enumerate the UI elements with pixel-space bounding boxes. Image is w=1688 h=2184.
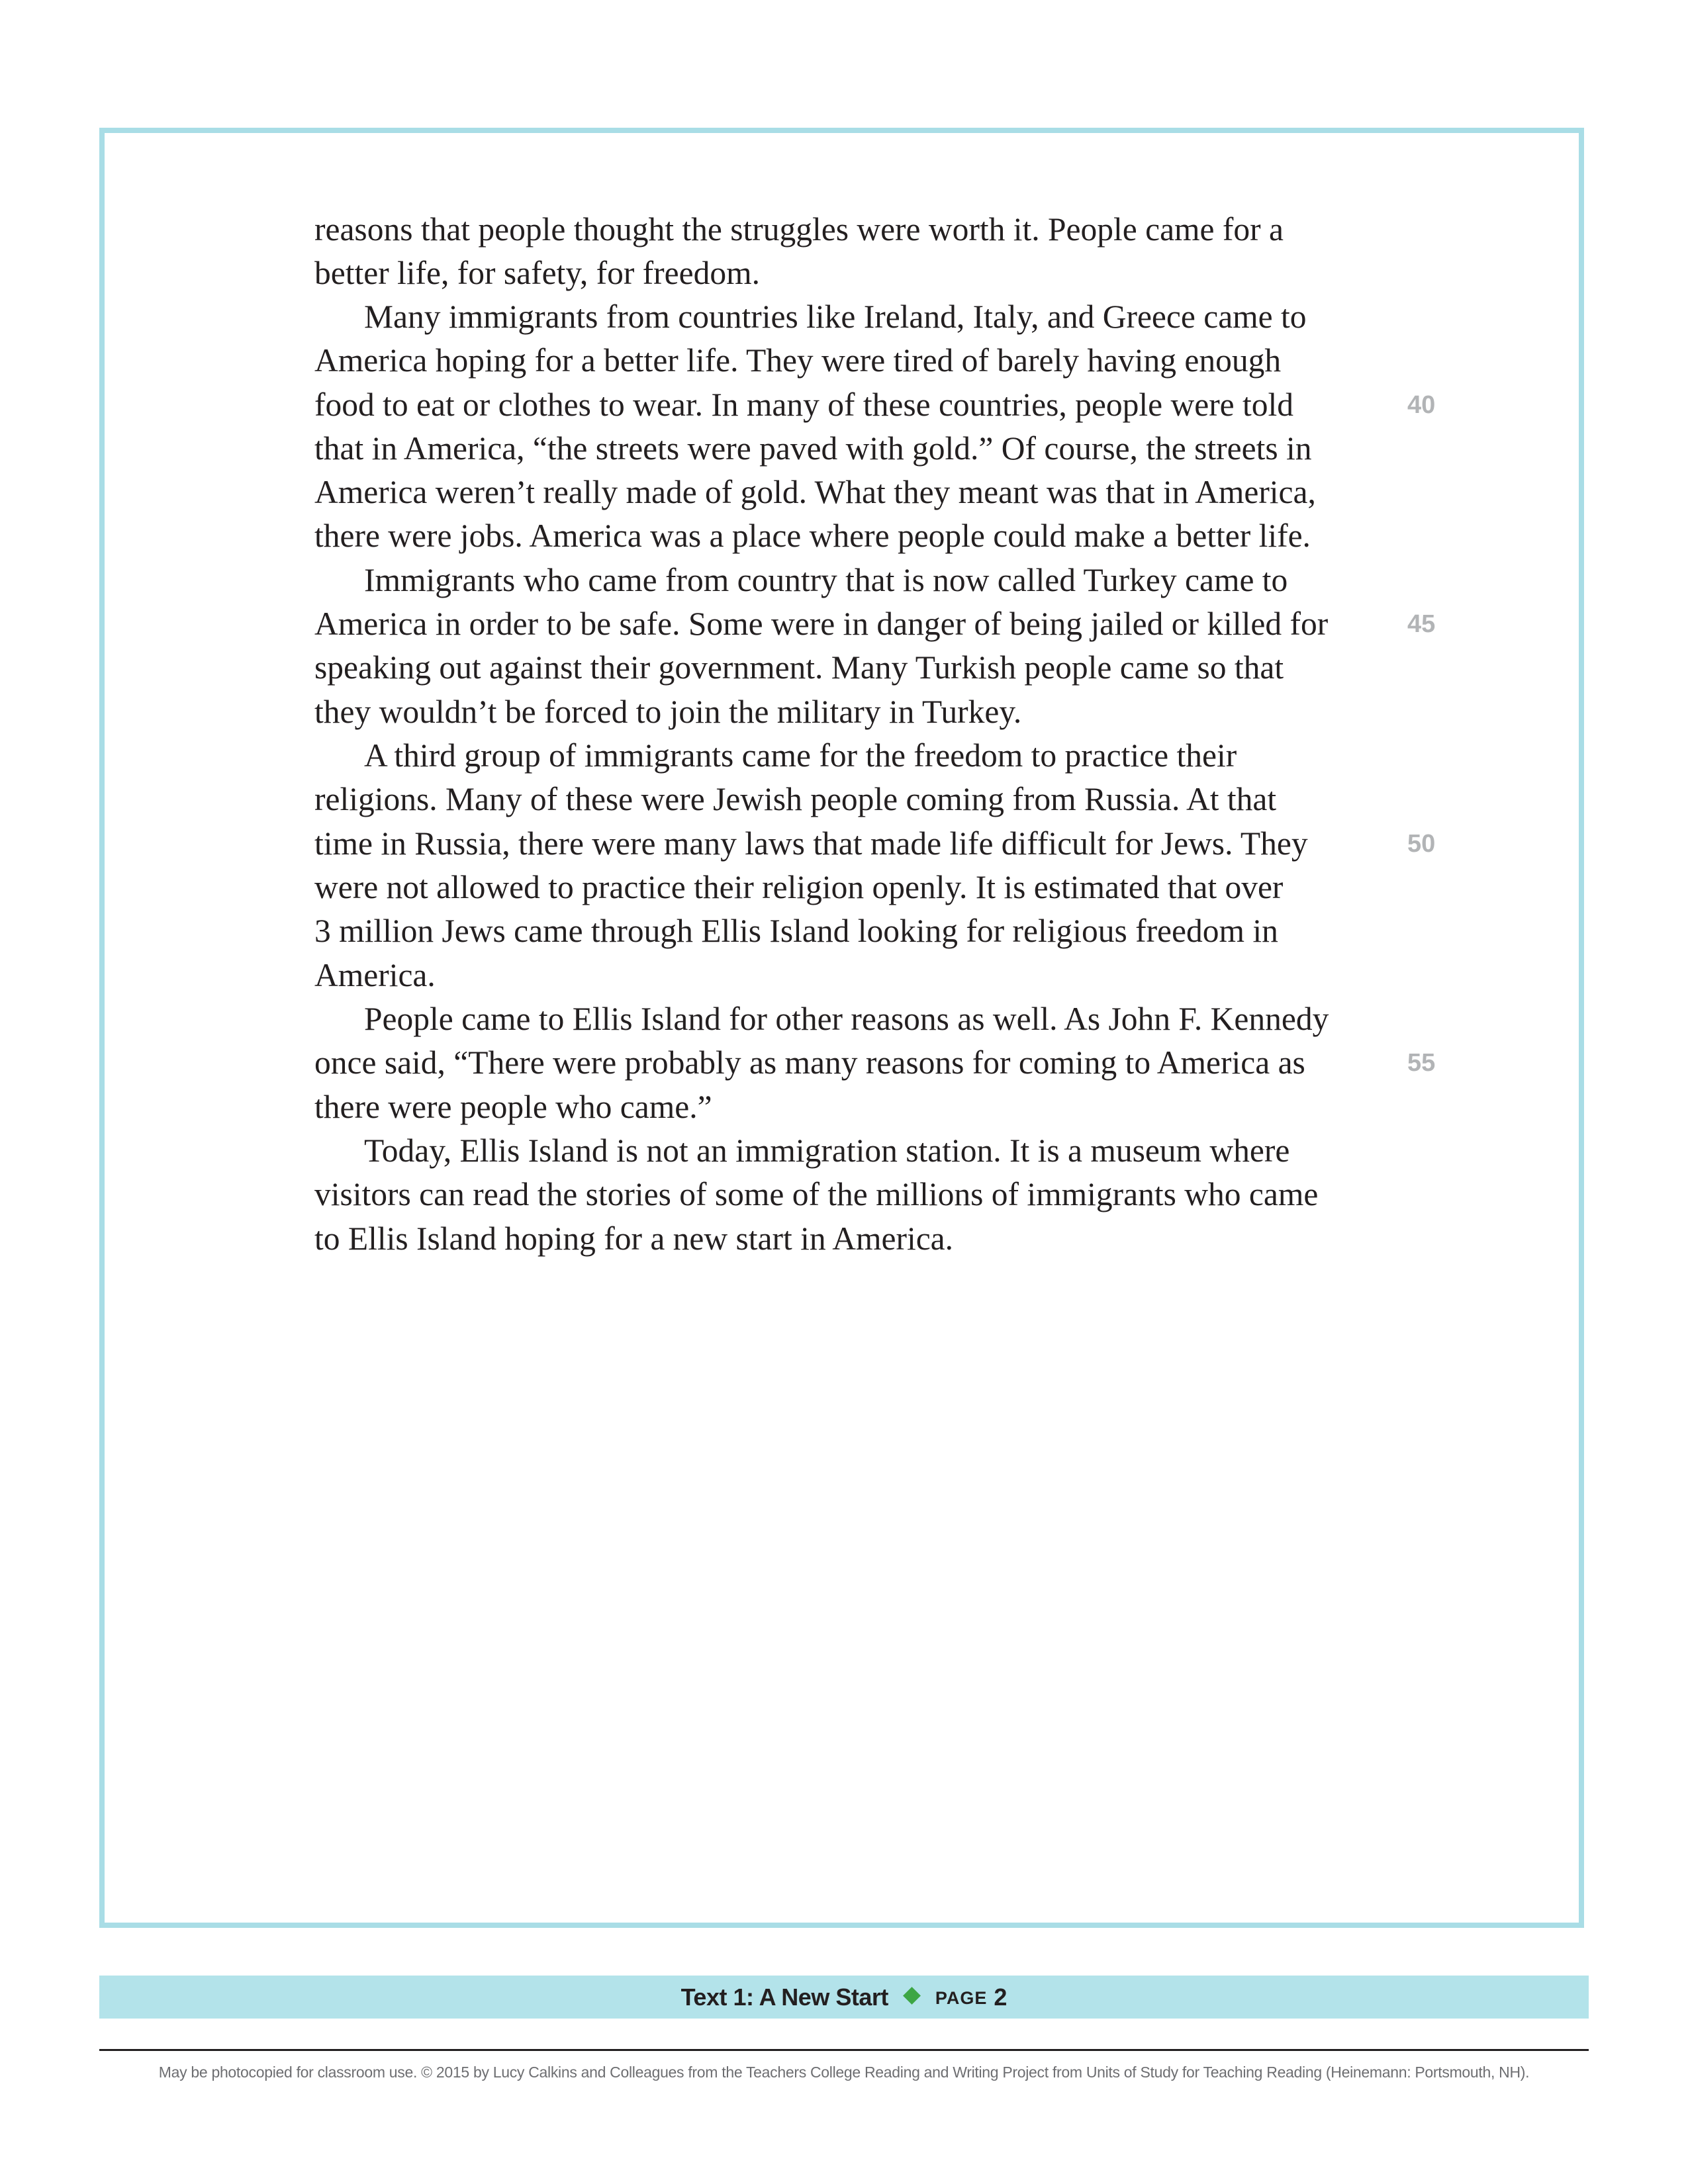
passage-line: they wouldn’t be forced to join the military in Turkey. [314,694,1022,730]
passage-line: to Ellis Island hoping for a new start in America. [314,1220,954,1257]
passage-line: time in Russia, there were many laws that made life difficult for Jews. They [314,825,1308,862]
passage-line: America. [314,957,436,993]
passage-line: speaking out against their government. Many Turkish people came so that [314,649,1284,686]
passage-line: visitors can read the stories of some of the millions of immigrants who came [314,1176,1319,1212]
passage-line: there were people who came.” [314,1089,712,1125]
passage-line: Many immigrants from countries like Ireland, Italy, and Greece came to [364,298,1307,335]
passage-line: reasons that people thought the struggles were worth it. People came for a [314,211,1284,248]
passage-line: there were jobs. America was a place where people could make a better life. [314,518,1311,554]
passage-line: A third group of immigrants came for the freedom to practice their [364,737,1237,774]
passage-line: food to eat or clothes to wear. In many of these countries, people were told [314,387,1294,423]
page-label: PAGE [935,1988,988,2008]
footer-divider [99,2049,1589,2051]
line-number: 50 [1407,830,1436,858]
passage-line: America hoping for a better life. They were tired of barely having enough [314,342,1282,379]
passage-line: America weren’t really made of gold. What they meant was that in America, [314,474,1316,510]
line-number: 40 [1407,391,1436,419]
passage-line: religions. Many of these were Jewish people coming from Russia. At that [314,781,1277,817]
passage-line: better life, for safety, for freedom. [314,255,760,291]
passage-line: Immigrants who came from country that is now called Turkey came to [364,562,1288,598]
passage-line: once said, “There were probably as many reasons for coming to America as [314,1044,1305,1081]
line-number: 45 [1407,610,1436,638]
line-number: 55 [1407,1049,1436,1077]
footer-band [99,1976,1589,2019]
passage-line: People came to Ellis Island for other reasons as well. As John F. Kennedy [364,1001,1329,1037]
passage-line: Today, Ellis Island is not an immigration station. It is a museum where [364,1132,1290,1169]
passage-line: that in America, “the streets were paved with gold.” Of course, the streets in [314,430,1312,467]
passage-line: were not allowed to practice their religion openly. It is estimated that over [314,869,1284,905]
passage-line: America in order to be safe. Some were in danger of being jailed or killed for [314,606,1329,642]
page-number: 2 [994,1983,1008,2011]
passage-line: 3 million Jews came through Ellis Island looking for religious freedom in [314,913,1278,949]
footer-title: Text 1: A New Start [680,1983,888,2011]
diamond-icon [903,1987,921,2005]
copyright-notice: May be photocopied for classroom use. © 2015 by Lucy Calkins and Colleagues from the Teachers College Reading and Writing Project from Units of Study for Teaching Reading (Heinemann: Portsmouth, NH). [158,2064,1530,2081]
